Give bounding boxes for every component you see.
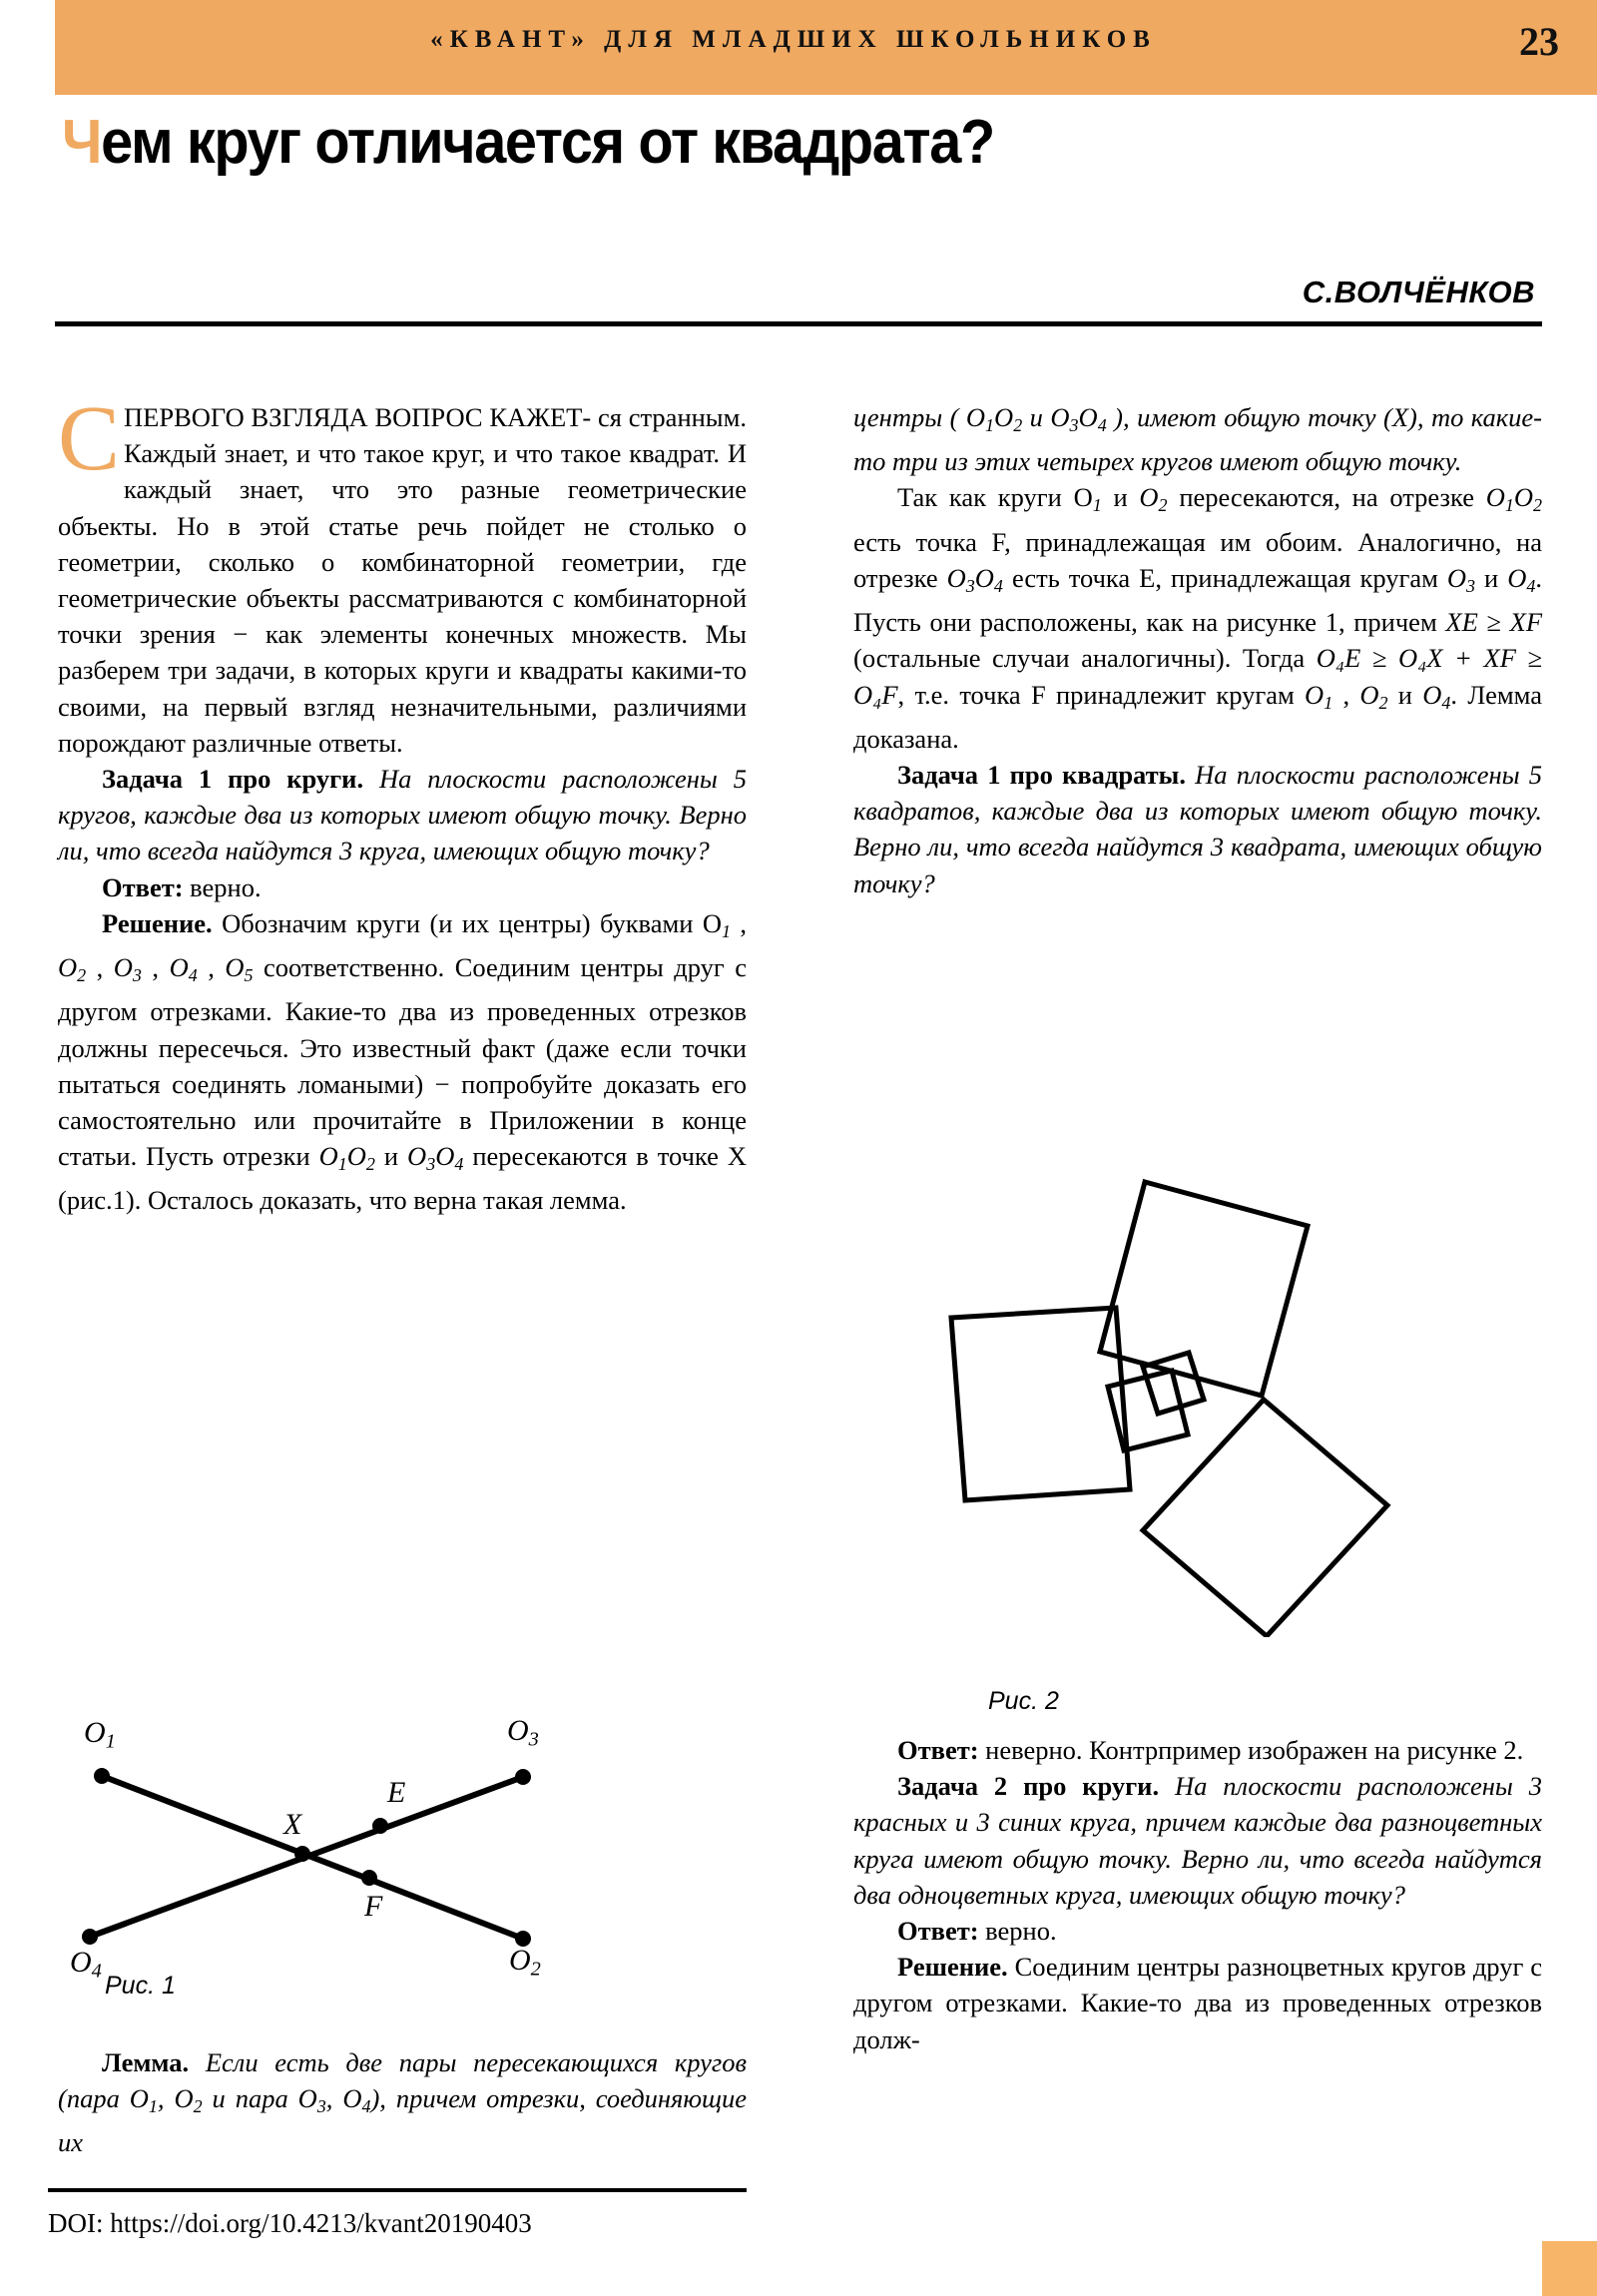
cont-text-b: ), имеют общую точку (X), то какие-то три из этих четырех кругов имеют общую точку. (853, 402, 1543, 477)
sub-1: 1 (1092, 495, 1102, 516)
solution1-paragraph: Решение. Обозначим круги (и их центры) буквами $O_1$ , $O_2$ , $O_3$ , $O_4$ , $O_5$ соответственно. Соединим центры друг с другом отрезками. Какие-то два из проведенных отрезков должны пересечься. Это известный факт (даже если точки пытаться соединять ломаными) − попробуйте доказать его самостоятельно или прочитайте в Приложении в конце статьи. Пусть отрезки $O_1O_2$ и $O_3O_4$ пересекаются в точке X (рис.1). Осталось доказать, что верна такая лемма. (58, 907, 748, 1216)
proof-g: , т.е. точка F принадлежит кругам (897, 679, 1295, 710)
math-O: O (435, 1141, 455, 1172)
lemma-text-b: причем отрезки, соединяющие их (58, 2083, 748, 2158)
solution1-label: Решение. (102, 907, 213, 938)
answer1-label: Ответ: (102, 871, 184, 902)
label-e: E (387, 1776, 406, 1809)
task1-paragraph (58, 761, 747, 869)
intro-lead: ПЕРВОГО ВЗГЛЯДА ВОПРОС КАЖЕТ- (124, 402, 592, 432)
author-byline: С.ВОЛЧЁНКОВ (1302, 275, 1535, 309)
intro-body: ся странным. Каждый знает, и что такое круг, и что такое квадрат. И каждый знает, что это разные геометрические объекты. Но в этой статье речь пойдет не столько о геометрии, сколько о комбинаторной геометрии, где геометрические объекты рассматриваются с комбинаторной точки зрения − как элементы конечных множеств. Мы разберем три задачи, в которых круги и квадраты какими-то своими, на первый взгляд незначительными, различиями порождают различные ответы. (58, 402, 748, 758)
doi-url[interactable]: https://doi.org/10.4213/kvant20190403 (110, 2208, 532, 2238)
label-x: X (283, 1808, 302, 1841)
solution1-text-c: пересекаются в точке X (рис.1). Осталось доказать, что верна такая лемма. (58, 1141, 747, 1216)
math-segment-O1O2: $O_1O_2$ (1485, 482, 1543, 516)
math-O: O (169, 952, 189, 983)
doi-label: DOI: (48, 2208, 104, 2238)
solution3-text: Соединим центры разноцветных кругов друг с другом отрезками. Какие-то два из проведенных отрезков долж- (853, 1952, 1542, 2054)
sub-3: 3 (132, 965, 142, 986)
solution3-label: Решение. (897, 1952, 1008, 1983)
sub-2: 2 (365, 1154, 375, 1175)
point-o4 (82, 1929, 98, 1945)
math-O: O (407, 1141, 427, 1172)
sub-3: 3 (316, 2096, 326, 2117)
sub-3: 3 (1466, 575, 1476, 596)
answer3-paragraph (853, 1913, 1542, 1949)
math-O: O (342, 2083, 362, 2114)
sub-3: 3 (528, 1728, 539, 1751)
label-f: F (364, 1890, 383, 1923)
sub-1: 1 (337, 1154, 347, 1175)
point-o1 (94, 1768, 110, 1784)
proof-a: Так как круги O (897, 482, 1093, 513)
sub-2: 2 (530, 1958, 541, 1981)
label-o3: $O_3$ (507, 1714, 539, 1751)
math-O: O (346, 1141, 366, 1172)
sub-4: 4 (1526, 575, 1536, 596)
sub-1: 1 (985, 415, 995, 436)
figure-2-caption: Рис. 2 (988, 1687, 1059, 1715)
solution3-paragraph (853, 1949, 1542, 2057)
figure-2-svg (878, 1168, 1537, 1637)
proof-e: . Пусть они расположены, как на рисунке 1, причем (853, 562, 1543, 638)
label-o4: $O_4$ (70, 1946, 102, 1983)
answer2-paragraph (853, 1732, 1542, 1768)
doi-line (48, 2208, 532, 2239)
point-e (372, 1818, 388, 1834)
task2-paragraph (853, 1768, 1542, 1913)
sub-4: 4 (361, 2096, 371, 2117)
proof-paragraph: Так как круги $O_1$ и $O_2$ пересекаются, на отрезке $O_1O_2$ есть точка F, принадлежащая им обоим. Аналогично, на отрезке $O_3O_4$ есть точка E, принадлежащая кругам $O_3$ и $O_4$. Пусть они расположены, как на рисунке 1, причем XE ≥ XF (остальные случаи аналогичны). Тогда O₄E ≥ O₄X + XF ≥ O₄F, т.е. точка F принадлежит кругам $O_1$ , $O_2$ и $O_4$. Лемма доказана. (853, 482, 1543, 754)
proof-f: (остальные случаи аналогичны). Тогда (853, 643, 1306, 674)
math-O: O (113, 952, 133, 983)
title-dropcap: Ч (62, 108, 102, 177)
task2-text: На плоскости расположены 3 красных и 3 синих круга, причем каждые два разноцветных круга имеют общую точку. Верно ли, что всегда найдутся два одноцветных круга, имеющих общую точку? (853, 1771, 1543, 1910)
left-column (58, 387, 748, 1219)
sub-1: 1 (721, 920, 731, 941)
answer2-label: Ответ: (897, 1735, 979, 1765)
sub-5: 5 (244, 965, 254, 986)
proof-c: есть точка F, принадлежащая им обоим. Аналогично, на отрезке (853, 526, 1542, 593)
lemma-paragraph: Лемма. Если есть две пары пересекающихся кругов (пара $O_1$, $O_2$ и пара $O_3$, $O_4$), причем отрезки, соединяющие их (58, 2047, 748, 2158)
sub-1: 1 (1324, 692, 1333, 713)
point-x (294, 1846, 310, 1862)
sub-2: 2 (193, 2096, 203, 2117)
task1-squares-paragraph (853, 757, 1542, 901)
proof-h: . Лемма доказана. (853, 679, 1542, 754)
label-o1: $O_1$ (84, 1716, 116, 1753)
answer3-text: верно. (985, 1916, 1057, 1947)
math-O: O (58, 952, 78, 983)
doi-divider (48, 2188, 747, 2192)
page-title (62, 108, 1454, 177)
sub-2: 2 (1158, 495, 1168, 516)
answer1-text: верно. (190, 871, 262, 902)
math-segment-O1O2 (318, 1141, 375, 1175)
sub-1: 1 (105, 1730, 116, 1753)
intro-paragraph (58, 387, 748, 761)
task1-squares-label: Задача 1 про квадраты. (897, 759, 1186, 790)
label-o2: $O_2$ (509, 1944, 541, 1981)
square-upper-right (1100, 1182, 1308, 1396)
proof-b: пересекаются, на отрезке (1179, 482, 1474, 513)
figure-1-caption: Рис. 1 (105, 1972, 176, 2000)
solution1-text-b: соответственно. Соединим центры друг с другом отрезками. Какие-то два из проведенных отрезков должны пересечься. Это известный факт (даже если точки пытаться соединять ломаными) − попробуйте доказать его самостоятельно или прочитайте в Приложении в конце статьи. Пусть отрезки (58, 952, 748, 1172)
sub-2: 2 (1013, 415, 1023, 436)
task1-squares-text: На плоскости расположены 5 квадратов, каждые два из которых имеют общую точку. Верно ли, что всегда найдутся 3 квадрата, имеющих общую точку? (853, 759, 1543, 898)
solution1-text-a: Обозначим круги (и их центры) буквами O (222, 907, 722, 938)
title-rest: ем круг отличается от квадрата? (101, 108, 994, 177)
title-divider (55, 321, 1542, 326)
sub-2: 2 (77, 965, 87, 986)
math-O: O (297, 2083, 317, 2114)
math-O: O (174, 2083, 194, 2114)
page-number: 23 (1519, 19, 1559, 64)
proof-d: есть точка E, принадлежащая кругам (1011, 562, 1438, 593)
inequality-1: XE ≥ XF (1445, 607, 1543, 638)
footer-accent-tab (1542, 2241, 1597, 2296)
math-segment-O3O4: $O_3O_4$ (946, 562, 1003, 596)
sub-3: 3 (426, 1154, 436, 1175)
running-title: «КВАНТ» ДЛЯ МЛАДШИХ ШКОЛЬНИКОВ (430, 26, 1157, 53)
header-band (55, 0, 1597, 95)
sub-1: 1 (148, 2096, 158, 2117)
right-column (853, 399, 1542, 901)
lemma-continuation: центры ( $O_1O_2$ и $O_3O_4$ ), имеют общую точку (X), то какие-то три из этих четырех кругов имеют общую точку. (853, 402, 1543, 477)
sub-4: 4 (454, 1154, 464, 1175)
sub-4: 4 (91, 1960, 102, 1983)
sub-4: 4 (188, 965, 198, 986)
task2-label: Задача 2 про круги. (897, 1771, 1160, 1802)
point-f (361, 1870, 377, 1886)
math-segment-O3O4 (407, 1141, 464, 1175)
lemma-label: Лемма. (102, 2047, 190, 2077)
sub-3: 3 (1069, 415, 1079, 436)
task1-label: Задача 1 про круги. (102, 764, 364, 795)
inequality-2: O₄E ≥ O₄X + XF ≥ O₄F (853, 643, 1542, 710)
answer1-paragraph (58, 869, 747, 905)
lemma-text-a: Если есть две пары пересекающихся кругов (пара O (58, 2047, 747, 2114)
paragraph-dropcap: С (58, 387, 121, 490)
right-column-lower (853, 1732, 1542, 2057)
math-O: O (225, 952, 245, 983)
sub-4: 4 (1097, 415, 1107, 436)
sub-4: 4 (1441, 692, 1451, 713)
task1-text: На плоскости расположены 5 кругов, каждые два из которых имеют общую точку. Верно ли, что всегда найдутся 3 круга, имеющих общую точку? (58, 764, 748, 866)
math-O: O (318, 1141, 338, 1172)
answer3-label: Ответ: (897, 1916, 979, 1947)
answer2-text: неверно. Контрпример изображен на рисунке 2. (985, 1735, 1524, 1765)
figure-2 (878, 1168, 1537, 1637)
point-o3 (515, 1769, 531, 1785)
cont-text-a: центры ( O (853, 402, 986, 432)
sub-2: 2 (1378, 692, 1388, 713)
